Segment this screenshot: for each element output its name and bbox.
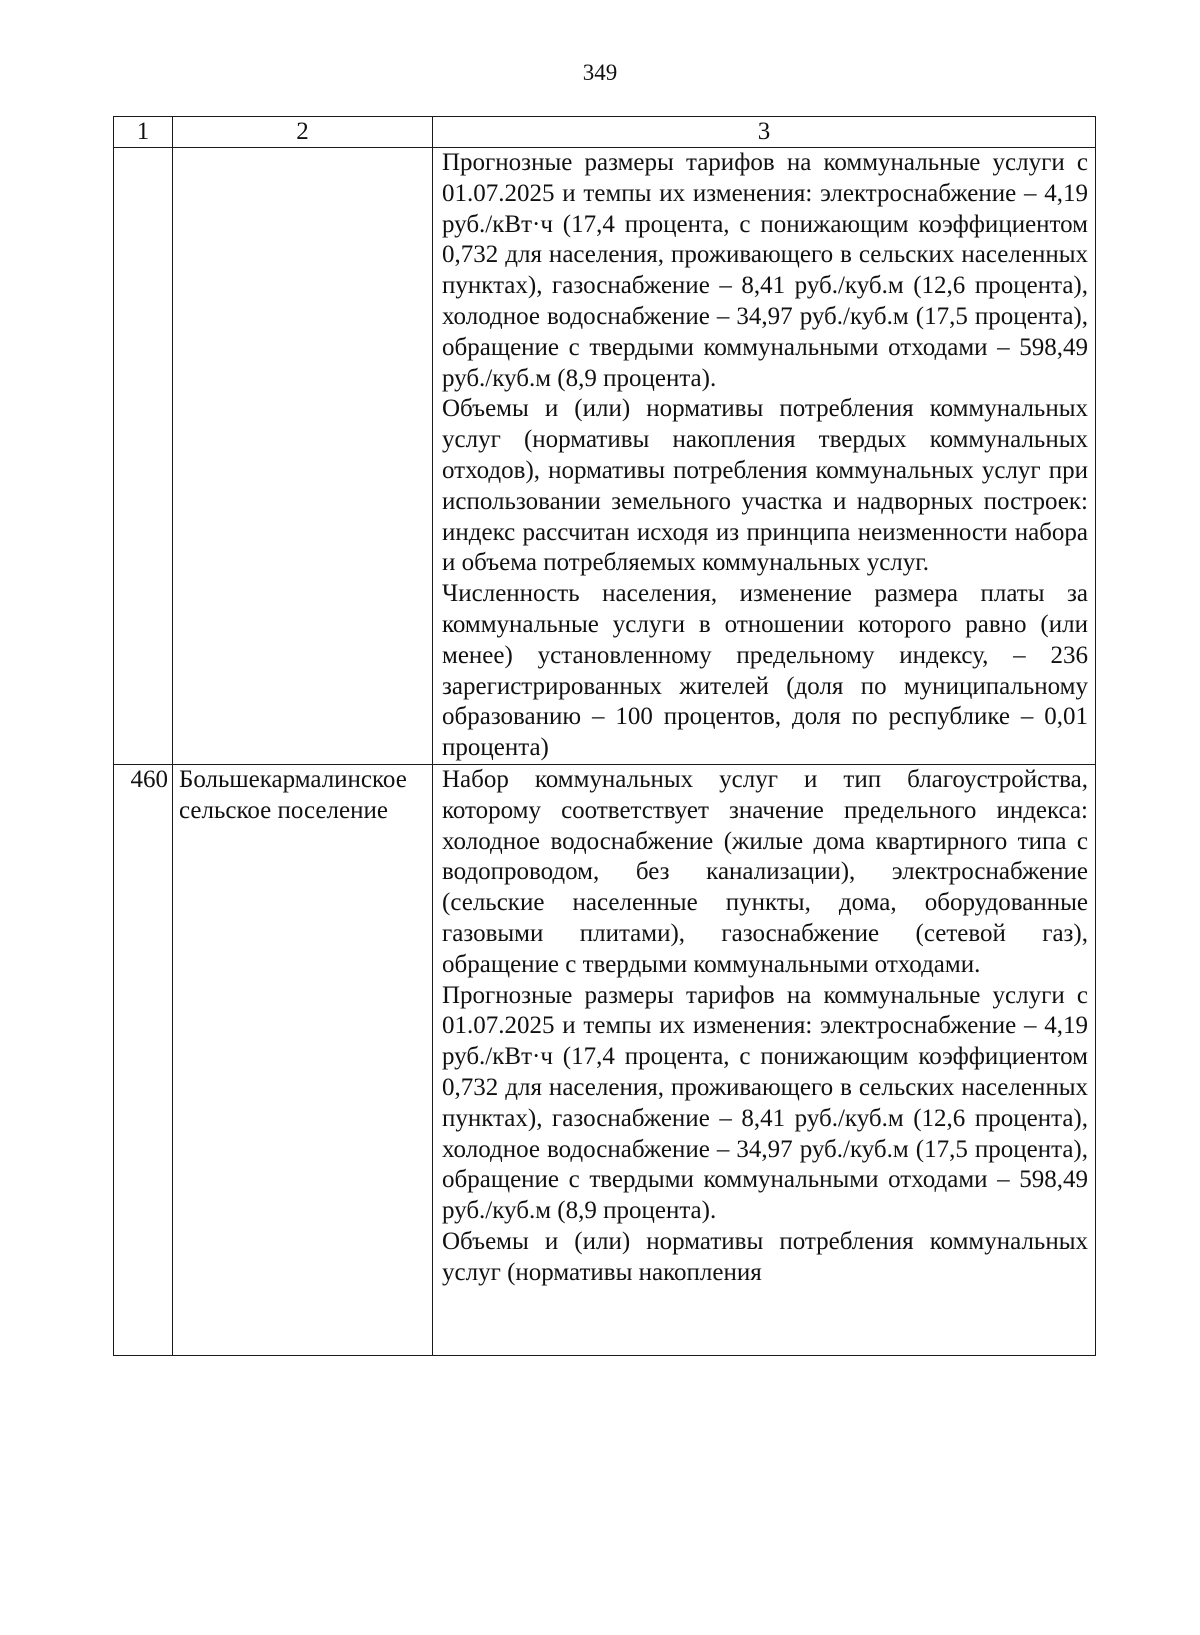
table-row (114, 764, 1096, 1355)
row-description (433, 148, 1096, 765)
population-paragraph: Численность населения, изменение размера платы за коммунальные услуги в отношении которого равно (или менее) установленному предельному индексу, – 236 зарегистрированных жителей (доля по муниципальному образованию – 100 процентов, доля по республике – 0,01 процента) (442, 580, 1088, 762)
settlement-name-line: Большекармалинское (179, 765, 407, 793)
settlement-name-line: сельское поселение (179, 796, 388, 824)
table-row (114, 148, 1096, 765)
tariff-paragraph: Прогнозные размеры тарифов на коммунальные услуги с 01.07.2025 и темпы их изменения: электроснабжение – 4,19 руб./кВт·ч (17,4 процента, с понижающим коэффициентом 0,732 для населения, проживающего в сельских населенных пунктах), газоснабжение – 8,41 руб./куб.м (12,6 процента), холодное водоснабжение – 34,97 руб./куб.м (17,5 процента), обращение с твердыми коммунальными отходами – 598,49 руб./куб.м (8,9 процента). (442, 149, 1088, 392)
row-number: 460 (114, 764, 173, 1355)
header-col-3: 3 (433, 117, 1096, 148)
page-number: 349 (582, 60, 618, 85)
volume-paragraph: Объемы и (или) нормативы потребления коммунальных услуг (нормативы накопления (442, 1227, 1088, 1286)
services-paragraph: Набор коммунальных услуг и тип благоустройства, которому соответствует значение предельного индекса: холодное водоснабжение (жилые дома квартирного типа с водопроводом, без канализации), электроснабжение (сельские населенные пункты, дома, оборудованные газовыми плитами), газоснабжение (сетевой газ), обращение с твердыми коммунальными отходами. (442, 765, 1088, 978)
settlement-name (173, 148, 433, 765)
volume-paragraph: Объемы и (или) нормативы потребления коммунальных услуг (нормативы накопления твердых коммунальных отходов), нормативы потребления коммунальных услуг при использовании земельного участка и надворных построек: индекс рассчитан исходя из принципа неизменности набора и объема потребляемых коммунальных услуг. (442, 395, 1088, 577)
row-description (433, 764, 1096, 1355)
tariff-table (113, 116, 1096, 1356)
table-header-row (114, 117, 1096, 148)
header-col-1: 1 (114, 117, 173, 148)
row-number (114, 148, 173, 765)
settlement-name (173, 764, 433, 1355)
tariff-paragraph: Прогнозные размеры тарифов на коммунальные услуги с 01.07.2025 и темпы их изменения: электроснабжение – 4,19 руб./кВт·ч (17,4 процента, с понижающим коэффициентом 0,732 для населения, проживающего в сельских населенных пунктах), газоснабжение – 8,41 руб./куб.м (12,6 процента), холодное водоснабжение – 34,97 руб./куб.м (17,5 процента), обращение с твердыми коммунальными отходами – 598,49 руб./куб.м (8,9 процента). (442, 981, 1088, 1225)
header-col-2: 2 (173, 117, 433, 148)
